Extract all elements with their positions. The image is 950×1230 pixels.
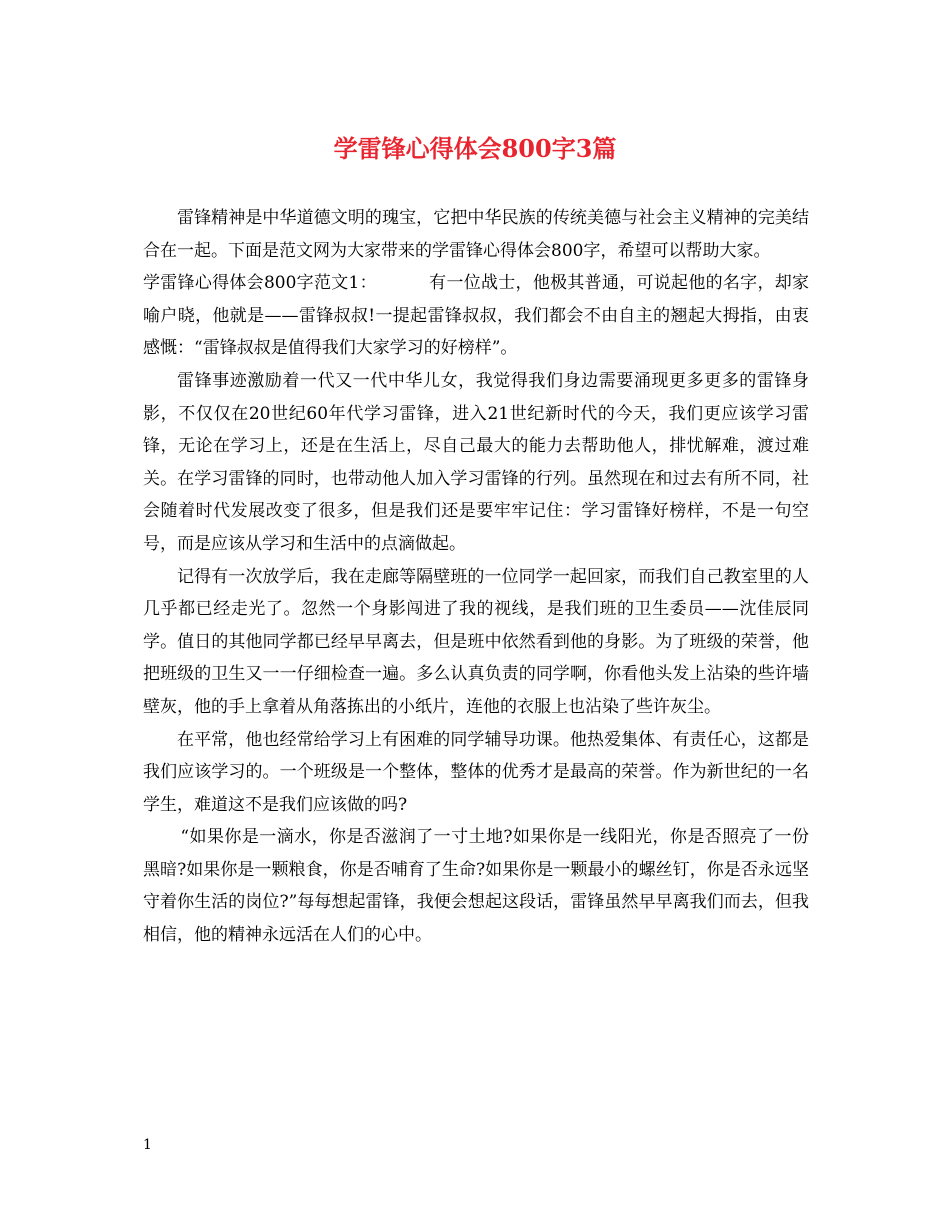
essay-first-paragraph xyxy=(143,267,809,365)
body-paragraph: 记得有一次放学后，我在走廊等隔壁班的一位同学一起回家，而我们自己教室里的人几乎都已经走光了。忽然一个身影闯进了我的视线，是我们班的卫生委员——沈佳辰同学。值日的其他同学都已经早早离去，但是班中依然看到他的身影。为了班级的荣誉，他把班级的卫生又一一仔细检查一遍。多么认真负责的同学啊，你看他头发上沾染的些许墙壁灰，他的手上拿着从角落拣出的小纸片，连他的衣服上也沾染了些许灰尘。 xyxy=(143,566,809,717)
body-paragraph: 在平常，他也经常给学习上有困难的同学辅导功课。他热爱集体、有责任心，这都是我们应该学习的。一个班级是一个整体，整体的优秀才是最高的荣誉。作为新世纪的一名学生，难道这不是我们应该做的吗? xyxy=(143,729,809,815)
body-paragraph: 雷锋事迹激励着一代又一代中华儿女，我觉得我们身边需要涌现更多更多的雷锋身影，不仅仅在20世纪60年代学习雷锋，进入21世纪新时代的今天，我们更应该学习雷锋，无论在学习上，还是在生活上，尽自己最大的能力去帮助他人，排忧解难，渡过难关。在学习雷锋的同时，也带动他人加入学习雷锋的行列。虽然现在和过去有所不同，社会随着时代发展改变了很多，但是我们还是要牢牢记住：学习雷锋好榜样，不是一句空号，而是应该从学习和生活中的点滴做起。 xyxy=(143,370,809,554)
essay-opening: 有一位战士，他极其普通，可说起他的名字，却家喻户晓，他就是——雷锋叔叔!一提起雷锋叔叔，我们都会不由自主的翘起大拇指，由衷感慨：“雷锋叔叔是值得我们大家学习的好榜样”。 xyxy=(143,273,810,359)
essay-heading: 学雷锋心得体会800字范文1： xyxy=(143,273,377,294)
document-title: 学雷锋心得体会800字3篇 xyxy=(333,134,617,163)
document-body xyxy=(143,202,809,952)
body-paragraph: “如果你是一滴水，你是否滋润了一寸土地?如果你是一线阳光，你是否照亮了一份黑暗?如果你是一颗粮食，你是否哺育了生命?如果你是一颗最小的螺丝钉，你是否永远坚守着你生活的岗位?”每每想起雷锋，我便会想起这段话，雷锋虽然早早离我们而去，但我相信，他的精神永远活在人们的心中。 xyxy=(143,827,809,946)
page-number: 1 xyxy=(143,1137,152,1153)
intro-paragraph: 雷锋精神是中华道德文明的瑰宝，它把中华民族的传统美德与社会主义精神的完美结合在一起。下面是范文网为大家带来的学雷锋心得体会800字，希望可以帮助大家。 xyxy=(143,208,809,261)
